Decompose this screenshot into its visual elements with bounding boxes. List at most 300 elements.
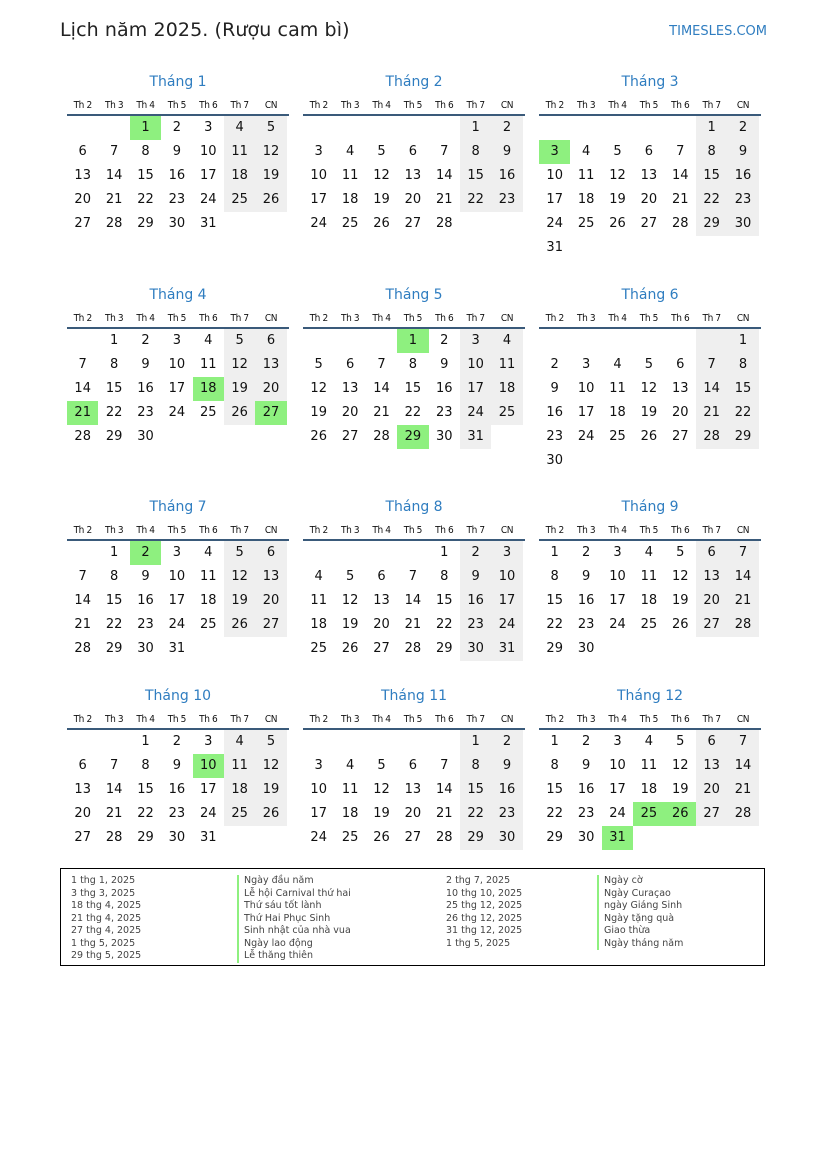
calendar-day[interactable]: 13 [404, 782, 422, 797]
calendar-day[interactable]: 17 [310, 192, 327, 207]
calendar-day[interactable]: 10 [491, 565, 522, 589]
calendar-day[interactable]: 7 [377, 357, 386, 372]
calendar-day[interactable]: 19 [609, 192, 626, 207]
calendar-day[interactable]: 23 [491, 802, 522, 826]
calendar-day[interactable]: 28 [727, 613, 758, 637]
calendar-day[interactable]: 18 [341, 806, 359, 821]
calendar-day[interactable]: 16 [168, 782, 186, 797]
calendar-day[interactable]: 10 [310, 168, 327, 183]
calendar-day[interactable]: 13 [255, 565, 286, 589]
calendar-day[interactable]: 12 [373, 782, 390, 797]
calendar-day[interactable]: 15 [404, 381, 422, 396]
calendar-day[interactable]: 18 [640, 593, 658, 608]
calendar-day[interactable]: 18 [199, 593, 217, 608]
calendar-day[interactable]: 15 [435, 593, 453, 608]
calendar-day[interactable]: 26 [341, 641, 359, 656]
calendar-day[interactable]: 22 [137, 806, 154, 821]
calendar-day[interactable]: 1 [550, 734, 559, 749]
calendar-day[interactable]: 14 [435, 782, 453, 797]
calendar-day[interactable]: 28 [671, 216, 689, 231]
calendar-day[interactable]: 30 [137, 641, 154, 656]
calendar-day[interactable]: 25 [224, 188, 255, 212]
calendar-day[interactable]: 24 [199, 806, 217, 821]
calendar-day[interactable]: 21 [435, 806, 453, 821]
calendar-day[interactable]: 24 [168, 617, 186, 632]
calendar-day[interactable]: 3 [314, 758, 323, 773]
calendar-day[interactable]: 17 [546, 192, 563, 207]
calendar-day[interactable]: 25 [199, 405, 217, 420]
calendar-day[interactable]: 24 [609, 806, 626, 821]
calendar-day[interactable]: 10 [460, 353, 491, 377]
calendar-day[interactable]: 26 [373, 216, 390, 231]
calendar-day[interactable]: 11 [224, 754, 255, 778]
calendar-day[interactable]: 30 [546, 453, 563, 468]
calendar-day[interactable]: 3 [204, 734, 213, 749]
calendar-day[interactable]: 14 [105, 168, 123, 183]
calendar-day[interactable]: 23 [546, 429, 563, 444]
calendar-day[interactable]: 24 [491, 613, 522, 637]
calendar-day[interactable]: 23 [577, 806, 595, 821]
calendar-day[interactable]: 14 [696, 377, 727, 401]
calendar-day[interactable]: 16 [168, 168, 186, 183]
calendar-day[interactable]: 17 [609, 782, 626, 797]
calendar-day[interactable]: 7 [78, 357, 87, 372]
calendar-day[interactable]: 20 [341, 405, 359, 420]
calendar-day[interactable]: 23 [168, 192, 186, 207]
calendar-day[interactable]: 7 [727, 730, 758, 754]
calendar-day[interactable]: 27 [404, 216, 422, 231]
calendar-day[interactable]: 5 [224, 329, 255, 353]
calendar-day[interactable]: 6 [377, 569, 386, 584]
calendar-day[interactable]: 1 [550, 545, 559, 560]
calendar-day[interactable]: 13 [640, 168, 658, 183]
calendar-day[interactable]: 17 [460, 377, 491, 401]
calendar-day[interactable]: 27 [255, 401, 286, 425]
calendar-day[interactable]: 23 [491, 188, 522, 212]
calendar-day[interactable]: 27 [373, 641, 390, 656]
calendar-day[interactable]: 9 [491, 754, 522, 778]
calendar-day[interactable]: 17 [310, 806, 327, 821]
calendar-day[interactable]: 23 [577, 617, 595, 632]
calendar-day[interactable]: 15 [546, 593, 563, 608]
calendar-day[interactable]: 17 [609, 593, 626, 608]
calendar-day[interactable]: 3 [314, 144, 323, 159]
calendar-day[interactable]: 20 [255, 589, 286, 613]
calendar-day[interactable]: 21 [727, 778, 758, 802]
calendar-day[interactable]: 22 [137, 192, 154, 207]
calendar-day[interactable]: 17 [168, 593, 186, 608]
calendar-day[interactable]: 22 [105, 617, 123, 632]
calendar-day[interactable]: 6 [78, 144, 87, 159]
calendar-day[interactable]: 13 [255, 353, 286, 377]
calendar-day[interactable]: 21 [373, 405, 390, 420]
calendar-day[interactable]: 9 [491, 140, 522, 164]
calendar-day[interactable]: 23 [460, 613, 491, 637]
calendar-day[interactable]: 21 [105, 806, 123, 821]
calendar-day[interactable]: 12 [373, 168, 390, 183]
calendar-day[interactable]: 28 [404, 641, 422, 656]
calendar-day[interactable]: 14 [74, 593, 91, 608]
calendar-day[interactable]: 17 [577, 405, 595, 420]
calendar-day[interactable]: 30 [137, 429, 154, 444]
calendar-day[interactable]: 12 [609, 168, 626, 183]
calendar-day[interactable]: 27 [671, 429, 689, 444]
calendar-day[interactable]: 4 [644, 545, 653, 560]
calendar-day[interactable]: 7 [440, 144, 449, 159]
calendar-day[interactable]: 30 [435, 429, 453, 444]
calendar-day[interactable]: 12 [255, 754, 286, 778]
calendar-day[interactable]: 9 [581, 569, 591, 584]
calendar-day[interactable]: 18 [224, 164, 255, 188]
calendar-day[interactable]: 27 [696, 802, 727, 826]
calendar-day[interactable]: 1 [727, 329, 758, 353]
calendar-day[interactable]: 26 [671, 617, 689, 632]
calendar-day[interactable]: 25 [224, 802, 255, 826]
calendar-day[interactable]: 12 [640, 381, 658, 396]
calendar-day[interactable]: 14 [671, 168, 689, 183]
calendar-day[interactable]: 10 [193, 754, 224, 778]
calendar-day[interactable]: 15 [460, 164, 491, 188]
calendar-day[interactable]: 19 [373, 192, 390, 207]
calendar-day[interactable]: 19 [671, 782, 689, 797]
calendar-day[interactable]: 4 [613, 357, 622, 372]
calendar-day[interactable]: 3 [539, 140, 570, 164]
calendar-day[interactable]: 8 [408, 357, 417, 372]
calendar-day[interactable]: 25 [199, 617, 217, 632]
calendar-day[interactable]: 2 [440, 333, 449, 348]
calendar-day[interactable]: 16 [577, 782, 595, 797]
calendar-day[interactable]: 5 [314, 357, 323, 372]
calendar-day[interactable]: 11 [199, 569, 217, 584]
calendar-day[interactable]: 27 [74, 830, 91, 845]
calendar-day[interactable]: 5 [644, 357, 653, 372]
calendar-day[interactable]: 24 [310, 216, 327, 231]
calendar-day[interactable]: 1 [109, 333, 119, 348]
calendar-day[interactable]: 10 [546, 168, 563, 183]
calendar-day[interactable]: 4 [581, 144, 591, 159]
calendar-day[interactable]: 2 [491, 730, 522, 754]
calendar-day[interactable]: 26 [224, 613, 255, 637]
calendar-day[interactable]: 11 [310, 593, 327, 608]
calendar-day[interactable]: 2 [172, 734, 181, 749]
calendar-day[interactable]: 4 [644, 734, 653, 749]
calendar-day[interactable]: 5 [255, 116, 286, 140]
calendar-day[interactable]: 27 [341, 429, 359, 444]
calendar-day[interactable]: 11 [491, 353, 522, 377]
calendar-day[interactable]: 15 [460, 778, 491, 802]
calendar-day[interactable]: 21 [404, 617, 422, 632]
calendar-day[interactable]: 28 [105, 830, 123, 845]
calendar-day[interactable]: 9 [727, 140, 758, 164]
calendar-day[interactable]: 28 [74, 641, 91, 656]
calendar-day[interactable]: 26 [255, 802, 286, 826]
calendar-day[interactable]: 6 [255, 541, 286, 565]
calendar-day[interactable]: 14 [404, 593, 422, 608]
calendar-day[interactable]: 28 [435, 216, 453, 231]
calendar-day[interactable]: 6 [408, 758, 417, 773]
calendar-day[interactable]: 2 [172, 120, 181, 135]
calendar-day[interactable]: 11 [640, 758, 658, 773]
calendar-day[interactable]: 25 [609, 429, 626, 444]
calendar-day[interactable]: 20 [373, 617, 390, 632]
calendar-day[interactable]: 10 [310, 782, 327, 797]
calendar-day[interactable]: 7 [440, 758, 449, 773]
calendar-day[interactable]: 12 [671, 569, 689, 584]
calendar-day[interactable]: 9 [460, 565, 491, 589]
calendar-day[interactable]: 20 [696, 589, 727, 613]
calendar-day[interactable]: 22 [546, 806, 563, 821]
calendar-day[interactable]: 5 [377, 758, 386, 773]
calendar-day[interactable]: 8 [696, 140, 727, 164]
calendar-day[interactable]: 2 [581, 734, 591, 749]
calendar-day[interactable]: 6 [78, 758, 87, 773]
calendar-day[interactable]: 1 [460, 116, 491, 140]
calendar-day[interactable]: 20 [74, 806, 91, 821]
calendar-day[interactable]: 6 [255, 329, 286, 353]
calendar-day[interactable]: 10 [168, 357, 186, 372]
calendar-day[interactable]: 24 [609, 617, 626, 632]
calendar-day[interactable]: 21 [727, 589, 758, 613]
calendar-day[interactable]: 16 [577, 593, 595, 608]
calendar-day[interactable]: 20 [255, 377, 286, 401]
calendar-day[interactable]: 16 [460, 589, 491, 613]
calendar-day[interactable]: 18 [640, 782, 658, 797]
calendar-day[interactable]: 22 [435, 617, 453, 632]
calendar-day[interactable]: 25 [577, 216, 595, 231]
calendar-day[interactable]: 6 [676, 357, 685, 372]
calendar-day[interactable]: 24 [460, 401, 491, 425]
calendar-day[interactable]: 9 [550, 381, 559, 396]
calendar-day[interactable]: 7 [78, 569, 87, 584]
calendar-day[interactable]: 11 [341, 168, 359, 183]
calendar-day[interactable]: 18 [577, 192, 595, 207]
calendar-day[interactable]: 10 [577, 381, 595, 396]
calendar-day[interactable]: 14 [105, 782, 123, 797]
calendar-day[interactable]: 13 [74, 782, 91, 797]
calendar-day[interactable]: 18 [609, 405, 626, 420]
calendar-day[interactable]: 19 [255, 164, 286, 188]
calendar-day[interactable]: 14 [74, 381, 91, 396]
calendar-day[interactable]: 15 [105, 381, 123, 396]
calendar-day[interactable]: 4 [204, 545, 213, 560]
calendar-day[interactable]: 4 [314, 569, 323, 584]
calendar-day[interactable]: 9 [581, 758, 591, 773]
calendar-day[interactable]: 22 [727, 401, 758, 425]
calendar-day[interactable]: 2 [130, 541, 161, 565]
calendar-day[interactable]: 2 [141, 333, 150, 348]
calendar-day[interactable]: 5 [676, 734, 685, 749]
calendar-day[interactable]: 8 [727, 353, 758, 377]
calendar-day[interactable]: 15 [546, 782, 563, 797]
calendar-day[interactable]: 22 [460, 802, 491, 826]
calendar-day[interactable]: 4 [224, 730, 255, 754]
calendar-day[interactable]: 31 [602, 826, 633, 850]
calendar-day[interactable]: 6 [408, 144, 417, 159]
calendar-day[interactable]: 18 [341, 192, 359, 207]
calendar-day[interactable]: 6 [644, 144, 653, 159]
calendar-day[interactable]: 3 [204, 120, 213, 135]
calendar-day[interactable]: 30 [168, 216, 186, 231]
calendar-day[interactable]: 20 [404, 192, 422, 207]
calendar-day[interactable]: 16 [435, 381, 453, 396]
calendar-day[interactable]: 9 [172, 758, 181, 773]
calendar-day[interactable]: 1 [440, 545, 449, 560]
calendar-day[interactable]: 18 [224, 778, 255, 802]
calendar-day[interactable]: 30 [460, 637, 491, 661]
calendar-day[interactable]: 27 [404, 830, 422, 845]
calendar-day[interactable]: 21 [105, 192, 123, 207]
calendar-day[interactable]: 16 [546, 405, 563, 420]
calendar-day[interactable]: 13 [74, 168, 91, 183]
calendar-day[interactable]: 13 [341, 381, 359, 396]
calendar-day[interactable]: 18 [491, 377, 522, 401]
calendar-day[interactable]: 25 [341, 830, 359, 845]
calendar-day[interactable]: 28 [105, 216, 123, 231]
calendar-day[interactable]: 27 [255, 613, 286, 637]
calendar-day[interactable]: 11 [577, 168, 595, 183]
calendar-day[interactable]: 15 [696, 164, 727, 188]
calendar-day[interactable]: 7 [109, 144, 119, 159]
calendar-day[interactable]: 8 [109, 569, 119, 584]
calendar-day[interactable]: 29 [435, 641, 453, 656]
calendar-day[interactable]: 26 [640, 429, 658, 444]
calendar-day[interactable]: 19 [310, 405, 327, 420]
calendar-day[interactable]: 31 [199, 830, 217, 845]
calendar-day[interactable]: 1 [397, 329, 428, 353]
brand-link[interactable]: TIMESLES.COM [669, 24, 767, 39]
calendar-day[interactable]: 22 [105, 405, 123, 420]
calendar-day[interactable]: 16 [727, 164, 758, 188]
calendar-day[interactable]: 13 [696, 565, 727, 589]
calendar-day[interactable]: 25 [491, 401, 522, 425]
calendar-day[interactable]: 30 [577, 830, 595, 845]
calendar-day[interactable]: 15 [137, 782, 154, 797]
calendar-day[interactable]: 3 [491, 541, 522, 565]
calendar-day[interactable]: 12 [671, 758, 689, 773]
calendar-day[interactable]: 9 [141, 569, 150, 584]
calendar-day[interactable]: 14 [727, 754, 758, 778]
calendar-day[interactable]: 3 [581, 357, 591, 372]
calendar-day[interactable]: 13 [696, 754, 727, 778]
calendar-day[interactable]: 19 [671, 593, 689, 608]
calendar-day[interactable]: 10 [609, 758, 626, 773]
calendar-day[interactable]: 26 [373, 830, 390, 845]
calendar-day[interactable]: 16 [137, 593, 154, 608]
calendar-day[interactable]: 24 [577, 429, 595, 444]
calendar-day[interactable]: 12 [255, 140, 286, 164]
calendar-day[interactable]: 21 [435, 192, 453, 207]
calendar-day[interactable]: 27 [696, 613, 727, 637]
calendar-day[interactable]: 26 [224, 401, 255, 425]
calendar-day[interactable]: 6 [345, 357, 355, 372]
calendar-day[interactable]: 16 [491, 164, 522, 188]
calendar-day[interactable]: 17 [491, 589, 522, 613]
calendar-day[interactable]: 29 [397, 425, 428, 449]
calendar-day[interactable]: 24 [168, 405, 186, 420]
calendar-day[interactable]: 29 [460, 826, 491, 850]
calendar-day[interactable]: 18 [193, 377, 224, 401]
calendar-day[interactable]: 21 [671, 192, 689, 207]
calendar-day[interactable]: 1 [109, 545, 119, 560]
calendar-day[interactable]: 31 [460, 425, 491, 449]
calendar-day[interactable]: 11 [609, 381, 626, 396]
calendar-day[interactable]: 29 [105, 429, 123, 444]
calendar-day[interactable]: 26 [310, 429, 327, 444]
calendar-day[interactable]: 7 [408, 569, 417, 584]
calendar-day[interactable]: 23 [435, 405, 453, 420]
calendar-day[interactable]: 31 [491, 637, 522, 661]
calendar-day[interactable]: 26 [609, 216, 626, 231]
calendar-day[interactable]: 3 [460, 329, 491, 353]
calendar-day[interactable]: 29 [137, 830, 154, 845]
calendar-day[interactable]: 5 [345, 569, 355, 584]
calendar-day[interactable]: 5 [377, 144, 386, 159]
calendar-day[interactable]: 28 [696, 425, 727, 449]
calendar-day[interactable]: 1 [696, 116, 727, 140]
calendar-day[interactable]: 19 [640, 405, 658, 420]
calendar-day[interactable]: 24 [199, 192, 217, 207]
calendar-day[interactable]: 29 [546, 830, 563, 845]
calendar-day[interactable]: 25 [640, 617, 658, 632]
calendar-day[interactable]: 1 [460, 730, 491, 754]
calendar-day[interactable]: 6 [696, 730, 727, 754]
calendar-day[interactable]: 7 [109, 758, 119, 773]
calendar-day[interactable]: 29 [696, 212, 727, 236]
calendar-day[interactable]: 13 [373, 593, 390, 608]
calendar-day[interactable]: 28 [74, 429, 91, 444]
calendar-day[interactable]: 12 [310, 381, 327, 396]
calendar-day[interactable]: 8 [109, 357, 119, 372]
calendar-day[interactable]: 22 [546, 617, 563, 632]
calendar-day[interactable]: 13 [671, 381, 689, 396]
calendar-day[interactable]: 15 [727, 377, 758, 401]
calendar-day[interactable]: 22 [696, 188, 727, 212]
calendar-day[interactable]: 23 [727, 188, 758, 212]
calendar-day[interactable]: 29 [105, 641, 123, 656]
calendar-day[interactable]: 12 [341, 593, 359, 608]
calendar-day[interactable]: 9 [440, 357, 449, 372]
calendar-day[interactable]: 4 [491, 329, 522, 353]
calendar-day[interactable]: 11 [224, 140, 255, 164]
calendar-day[interactable]: 5 [676, 545, 685, 560]
calendar-day[interactable]: 30 [491, 826, 522, 850]
calendar-day[interactable]: 8 [141, 144, 150, 159]
calendar-day[interactable]: 21 [696, 401, 727, 425]
calendar-day[interactable]: 23 [137, 617, 154, 632]
calendar-day[interactable]: 8 [550, 758, 559, 773]
calendar-day[interactable]: 31 [546, 240, 563, 255]
calendar-day[interactable]: 19 [341, 617, 359, 632]
calendar-day[interactable]: 2 [460, 541, 491, 565]
calendar-day[interactable]: 28 [727, 802, 758, 826]
calendar-day[interactable]: 14 [435, 168, 453, 183]
calendar-day[interactable]: 3 [172, 545, 181, 560]
calendar-day[interactable]: 4 [224, 116, 255, 140]
calendar-day[interactable]: 30 [577, 641, 595, 656]
calendar-day[interactable]: 15 [105, 593, 123, 608]
calendar-day[interactable]: 27 [74, 216, 91, 231]
calendar-day[interactable]: 5 [613, 144, 622, 159]
calendar-day[interactable]: 8 [440, 569, 449, 584]
calendar-day[interactable]: 12 [224, 565, 255, 589]
calendar-day[interactable]: 4 [204, 333, 213, 348]
calendar-day[interactable]: 20 [640, 192, 658, 207]
calendar-day[interactable]: 2 [581, 545, 591, 560]
calendar-day[interactable]: 9 [141, 357, 150, 372]
calendar-day[interactable]: 14 [727, 565, 758, 589]
calendar-day[interactable]: 22 [460, 188, 491, 212]
calendar-day[interactable]: 23 [137, 405, 154, 420]
